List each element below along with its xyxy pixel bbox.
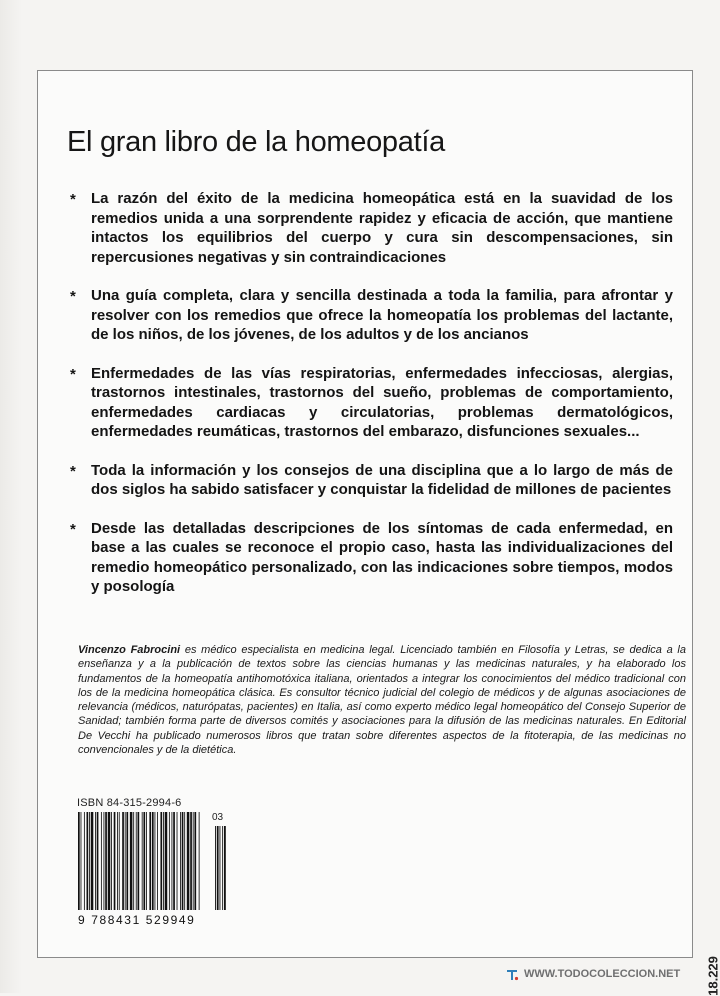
barcode-bar (155, 812, 156, 910)
barcode-bar (194, 812, 196, 910)
barcode (77, 812, 237, 912)
bullet-item (67, 364, 673, 442)
barcode-bar (157, 812, 158, 910)
isbn-label: ISBN 84-315-2994-6 (77, 797, 182, 809)
barcode-bar (146, 812, 147, 910)
barcode-bar (108, 812, 111, 910)
barcode-bar (81, 812, 82, 910)
bullet-text: La razón del éxito de la medicina homeopática está en la suavidad de los remedios unida a una sorprendente rapidez y eficacia de acción, que mantiene intactos los equilibrios del cuerpo y cura sin descompensaciones, sin repercusiones negativas y sin contraindicaciones (91, 189, 673, 267)
barcode-addon-bar (224, 826, 226, 910)
barcode-bar (169, 812, 170, 910)
barcode-bar (114, 812, 116, 910)
barcode-bar (172, 812, 173, 910)
bullet-text: Desde las detalladas descripciones de los síntomas de cada enfermedad, en base a las cuales se reconoce el propio caso, hasta las individualizaciones del remedio homeopático personalizado, con las indicaciones sobre tiempos, modos y posología (91, 519, 673, 597)
watermark (505, 967, 680, 981)
barcode-bar (199, 812, 200, 910)
bullet-marker: * (70, 366, 76, 384)
barcode-bar (125, 812, 126, 910)
barcode-bar (165, 812, 168, 910)
barcode-bar (193, 812, 194, 910)
barcode-bar (160, 812, 162, 910)
reference-number: 18.229 (706, 956, 720, 996)
barcode-bar (180, 812, 181, 910)
barcode-addon: 03 (212, 812, 223, 823)
barcode-bar (130, 812, 133, 910)
barcode-bar (119, 812, 120, 910)
barcode-bar (138, 812, 140, 910)
bullet-item (67, 461, 673, 500)
barcode-addon-bar (220, 826, 221, 910)
bullet-text: Toda la información y los consejos de una disciplina que a lo largo de más de dos siglos ha sabido satisfacer y conquistar la fidelidad de millones de pacientes (91, 461, 673, 500)
barcode-digits: 9 788431 529949 (78, 913, 195, 927)
barcode-bar (187, 812, 190, 910)
barcode-bar (184, 812, 185, 910)
barcode-bar (136, 812, 137, 910)
barcode-bar (87, 812, 89, 910)
barcode-bar (105, 812, 107, 910)
barcode-bars (77, 812, 237, 912)
barcode-bar (152, 812, 154, 910)
bullet-text: Una guía completa, clara y sencilla destinada a toda la familia, para afrontar y resolver con los remedios que ofrece la homeopatía los problemas del lactante, de los niños, de los jóvenes, de los adultos y de los ancianos (91, 286, 673, 345)
bullet-item (67, 519, 673, 597)
barcode-bar (182, 812, 184, 910)
bullet-marker: * (70, 463, 76, 481)
barcode-bar (190, 812, 192, 910)
todocoleccion-logo-icon (505, 967, 519, 981)
barcode-bar (142, 812, 143, 910)
bullet-text: Enfermedades de las vías respiratorias, enfermedades infecciosas, alergias, trastornos intestinales, trastornos del sueño, problemas de comportamiento, enfermedades cardiacas y circulatorias, problemas dermatológicos, enfermedades reumáticas, trastornos del embarazo, disfunciones sexuales... (91, 364, 673, 442)
barcode-bar (89, 812, 90, 910)
barcode-bar (173, 812, 175, 910)
watermark-text: WWW.TODOCOLECCION.NET (524, 968, 680, 980)
bullet-item (67, 189, 673, 267)
barcode-addon-bar (222, 826, 223, 910)
barcode-bar (143, 812, 145, 910)
barcode-bar (122, 812, 124, 910)
barcode-bar (91, 812, 94, 910)
barcode-bar (133, 812, 134, 910)
barcode-bar (149, 812, 151, 910)
book-title: El gran libro de la homeopatía (67, 126, 445, 159)
barcode-bar (97, 812, 99, 910)
barcode-bar (111, 812, 112, 910)
author-name: Vincenzo Fabrocini (78, 644, 180, 656)
barcode-bar (163, 812, 164, 910)
barcode-bar (117, 812, 118, 910)
bullet-marker: * (70, 521, 76, 539)
barcode-bar (84, 812, 85, 910)
bullet-item (67, 286, 673, 345)
barcode-bar (95, 812, 96, 910)
barcode-bar (104, 812, 105, 910)
author-bio (78, 643, 686, 757)
back-cover (37, 70, 693, 958)
barcode-bar (126, 812, 128, 910)
barcode-bar (177, 812, 178, 910)
scan-edge (0, 0, 22, 993)
barcode-bar (78, 812, 80, 910)
author-bio-text: es médico especialista en medicina legal. Licenciado también en Filosofía y Letras, se dedica a la enseñanza y a la publicación de textos sobre las ciencias humanas y las medicinas naturales, y ha elaborado los fundamentos de la homeopatía antihomotóxica italiana, orientados a integrar los conocimientos del médico tradicional con los de la medicina homeopática clásica. Es consultor técnico judicial del colegio de médicos y de algunas asociaciones de relevancia (médicos, naturópatas, pacientes) en Italia, así como experto médico legal homeopático del Consejo Superior de Sanidad; también forma parte de diversos comités y asociaciones para la difusión de las medicinas naturales. En Editorial De Vecchi ha publicado numerosos libros que tratan sobre diferentes aspectos de la fitoterapia, de las medicinas no convencionales y de la dietética. (78, 644, 686, 756)
bullet-list (67, 189, 673, 616)
barcode-addon-bar (215, 826, 216, 910)
bullet-marker: * (70, 288, 76, 306)
bullet-marker: * (70, 191, 76, 209)
barcode-addon-bar (217, 826, 219, 910)
barcode-bar (101, 812, 102, 910)
